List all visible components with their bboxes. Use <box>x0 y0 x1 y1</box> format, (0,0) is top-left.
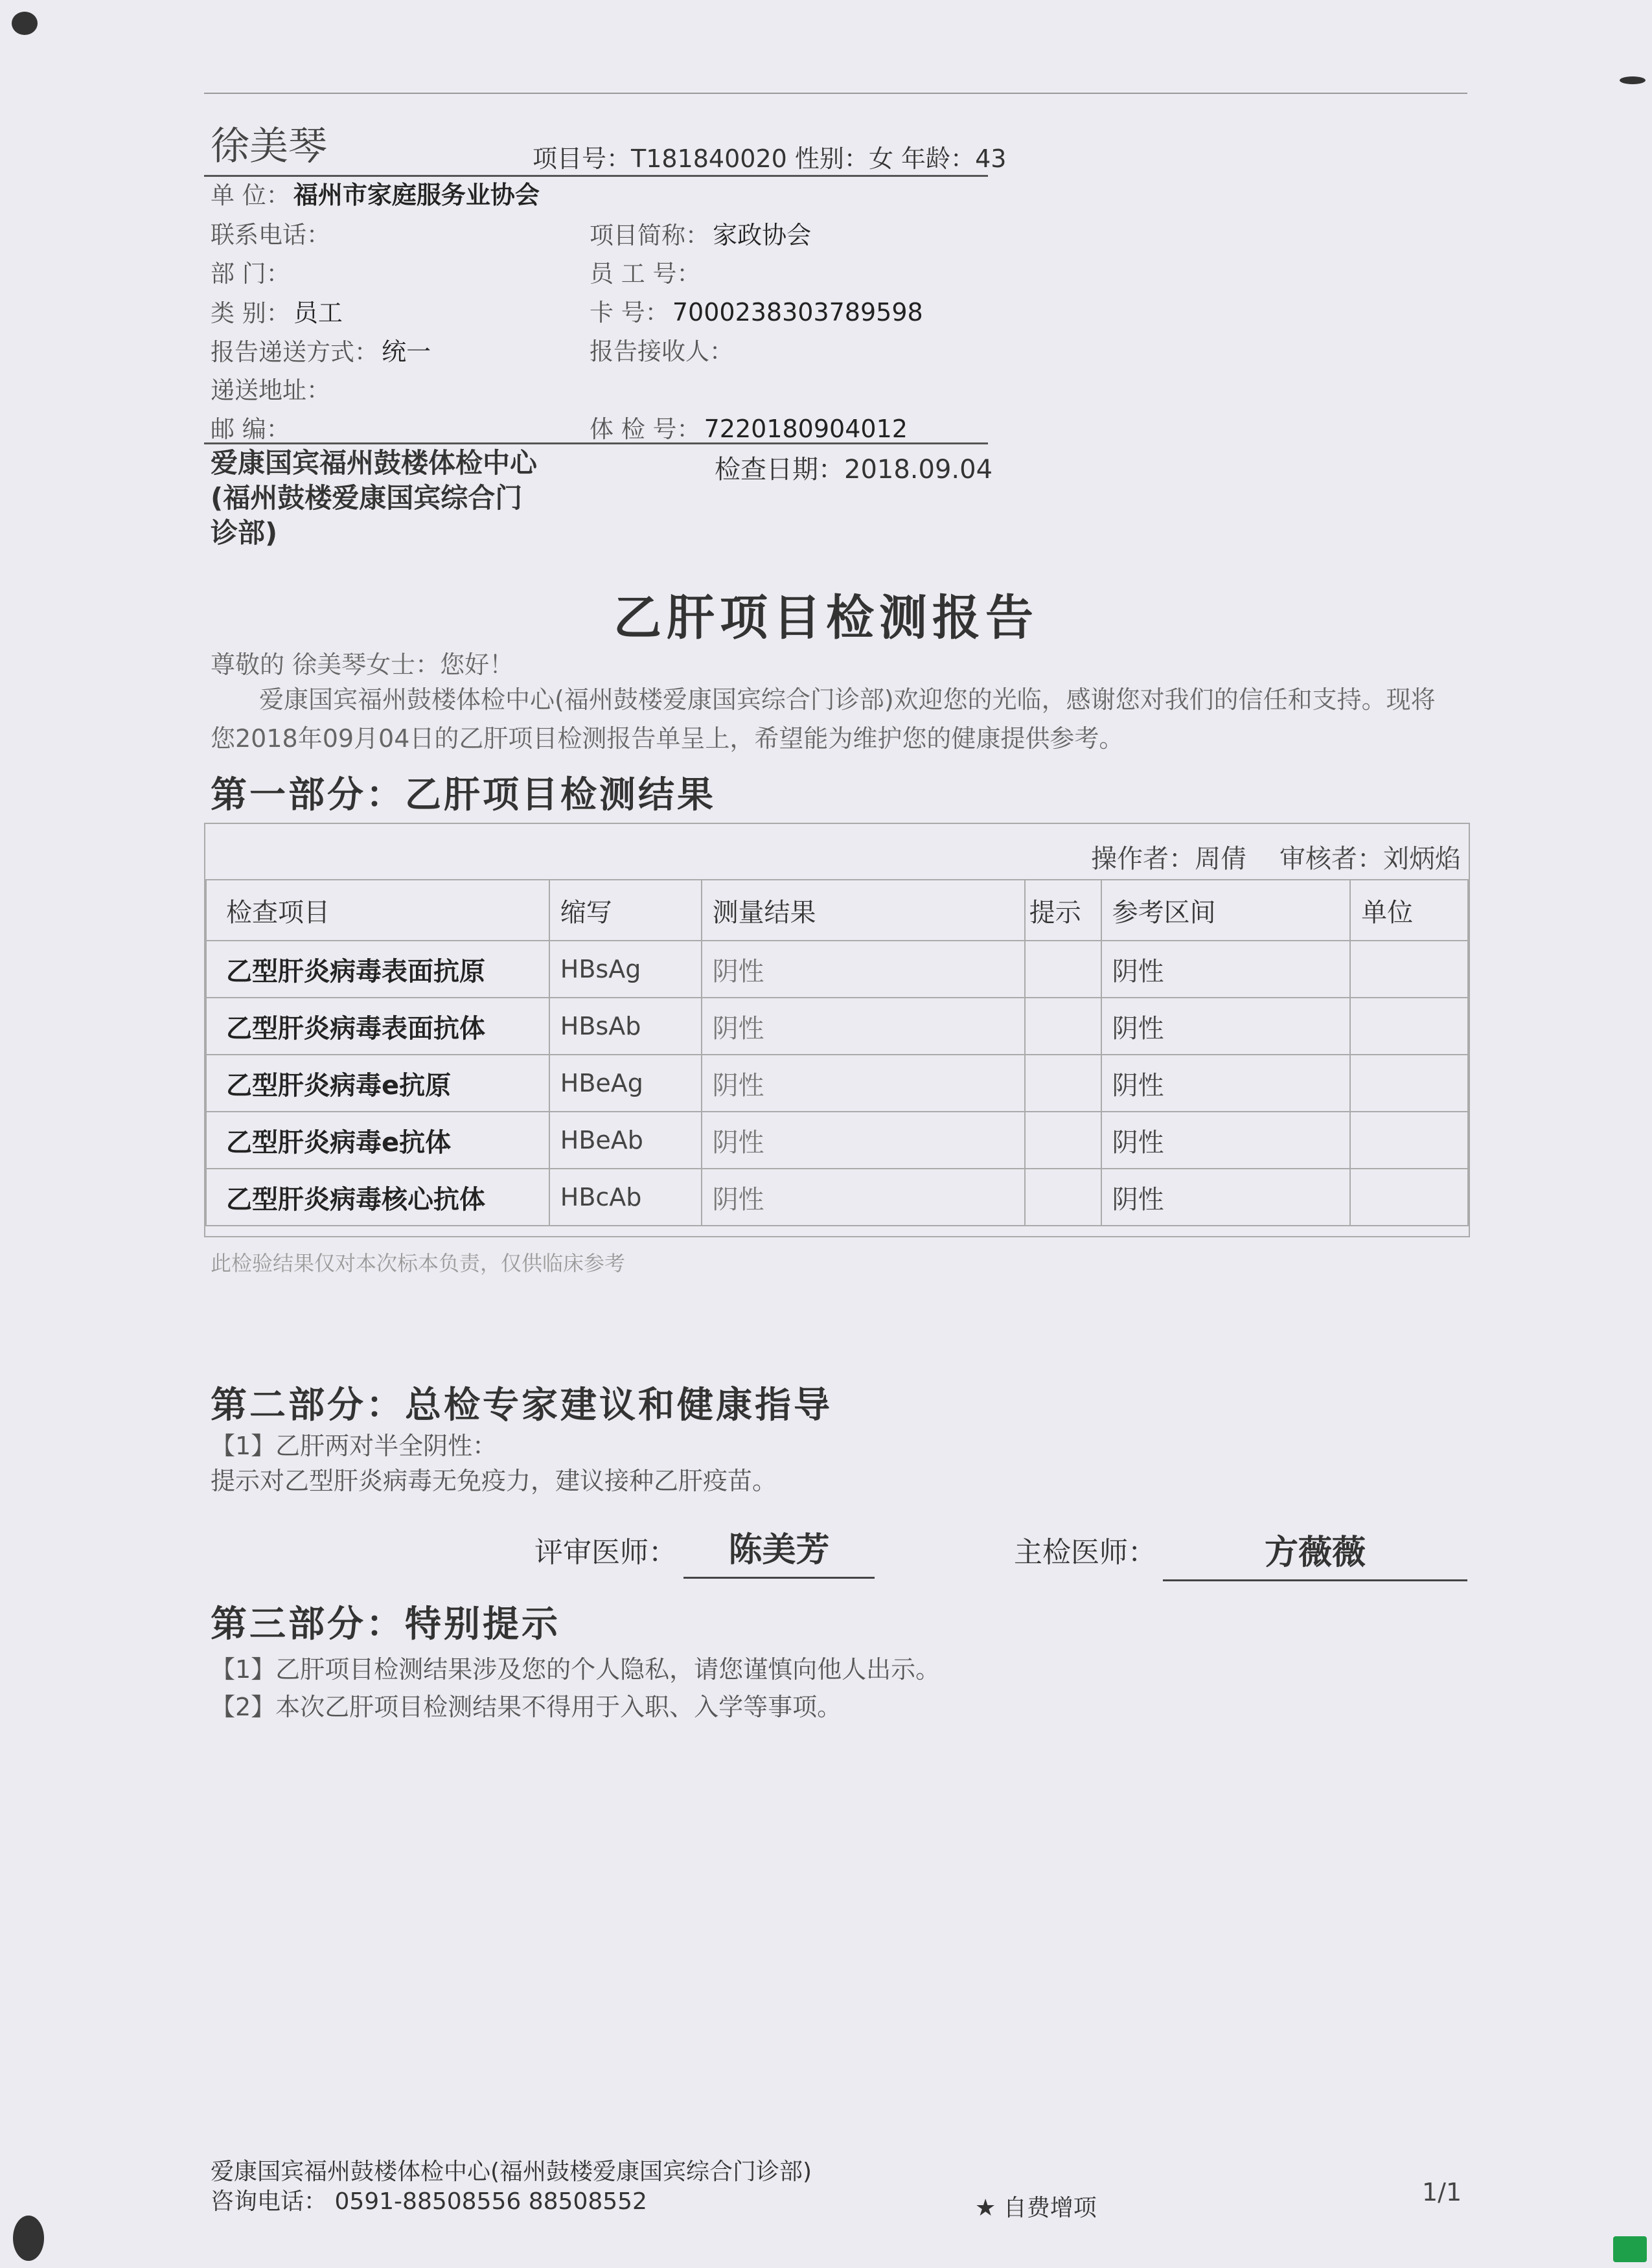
top-divider <box>204 93 1467 94</box>
chief-signature-label: 主检医师： <box>1014 1536 1156 1569</box>
table-row <box>206 1055 1468 1112</box>
exam-label: 体 检 号： <box>590 415 701 443</box>
dept-label: 部 门： <box>211 260 290 288</box>
row-hint <box>1025 1055 1101 1112</box>
row-abbr: HBeAb <box>549 1112 702 1169</box>
row-abbr: HBsAb <box>549 998 702 1055</box>
patient-name: 徐美琴 <box>211 124 327 169</box>
operator: 操作者：周倩 <box>1091 844 1247 874</box>
project-short-value: 家政协会 <box>713 221 812 249</box>
row-ref: 阴性 <box>1101 1112 1350 1169</box>
unit-value: 福州市家庭服务业协会 <box>293 181 540 209</box>
row-result: 阴性 <box>702 941 1025 998</box>
col-header-item: 检查项目 <box>206 880 549 941</box>
greeting: 尊敬的 徐美琴女士：您好！ <box>211 650 514 679</box>
result-note: 此检验结果仅对本次标本负责，仅供临床参考 <box>211 1251 626 1276</box>
delivery-label: 报告递送方式： <box>211 338 378 366</box>
results-table-box <box>204 823 1470 1237</box>
row-hint <box>1025 1112 1101 1169</box>
intro-paragraph: 爱康国宾福州鼓楼体检中心(福州鼓楼爱康国宾综合门诊部)欢迎您的光临，感谢您对我们的信任和支持。现将您2018年09月04日的乙肝项目检测报告单呈上，希望能为维护您的健康提供参考。 <box>211 685 1436 753</box>
row-abbr: HBsAg <box>549 941 702 998</box>
table-row <box>206 941 1468 998</box>
footer <box>211 2157 812 2217</box>
check-date-label: 检查日期： <box>715 455 844 485</box>
row-result: 阴性 <box>702 998 1025 1055</box>
scan-speck <box>12 12 38 35</box>
advice-line-1: 【1】乙肝两对半全阴性： <box>211 1432 498 1460</box>
row-unit <box>1350 1112 1468 1169</box>
org-line-1: 爱康国宾福州鼓楼体检中心 <box>211 447 538 479</box>
gender: 女 <box>868 144 893 173</box>
category-label: 类 别： <box>211 299 290 327</box>
row-item: 乙型肝炎病毒e抗体 <box>206 1112 549 1169</box>
results-table <box>205 879 1469 1226</box>
org-line-2: (福州鼓楼爱康国宾综合门 <box>211 482 523 514</box>
reviewer-signature-label: 评审医师： <box>534 1536 677 1569</box>
row-item: 乙型肝炎病毒核心抗体 <box>206 1169 549 1226</box>
category-value: 员工 <box>293 299 343 327</box>
row-unit <box>1350 998 1468 1055</box>
row-result: 阴性 <box>702 1055 1025 1112</box>
row-abbr: HBcAb <box>549 1169 702 1226</box>
gender-label: 性别： <box>794 144 869 173</box>
row-hint <box>1025 941 1101 998</box>
exam-value: 7220180904012 <box>704 415 908 443</box>
row-result: 阴性 <box>702 1169 1025 1226</box>
row-ref: 阴性 <box>1101 1055 1350 1112</box>
footer-org: 爱康国宾福州鼓楼体检中心(福州鼓楼爱康国宾综合门诊部) <box>211 2159 812 2185</box>
table-row <box>206 998 1468 1055</box>
header-rule-bottom <box>204 442 988 444</box>
row-result: 阴性 <box>702 1112 1025 1169</box>
row-unit <box>1350 1055 1468 1112</box>
col-header-unit: 单位 <box>1350 880 1468 941</box>
row-item: 乙型肝炎病毒e抗原 <box>206 1055 549 1112</box>
advice-block <box>211 1428 777 1498</box>
delivery-value: 统一 <box>382 338 431 366</box>
address-label: 递送地址： <box>211 376 330 404</box>
project-short-row <box>590 215 811 251</box>
org-block <box>211 446 537 551</box>
advice-line-2: 提示对乙型肝炎病毒无免疫力，建议接种乙肝疫苗。 <box>211 1467 777 1495</box>
card-row <box>590 293 923 328</box>
reviewer: 审核者：刘炳焰 <box>1279 844 1461 874</box>
row-ref: 阴性 <box>1101 941 1350 998</box>
card-value: 7000238303789598 <box>672 298 923 326</box>
row-unit <box>1350 1169 1468 1226</box>
age-label: 年龄： <box>901 144 976 173</box>
project-no: T181840020 <box>631 144 787 173</box>
receiver-label: 报告接收人： <box>590 338 733 365</box>
category-row <box>211 293 343 328</box>
col-header-abbr: 缩写 <box>549 880 702 941</box>
row-item: 乙型肝炎病毒表面抗原 <box>206 941 549 998</box>
project-label: 项目号： <box>533 144 632 173</box>
tip-2: 【2】本次乙肝项目检测结果不得用于入职、入学等事项。 <box>211 1693 842 1721</box>
table-row <box>206 1169 1468 1226</box>
unit-label: 单 位： <box>211 181 290 209</box>
part1-heading: 第一部分：乙肝项目检测结果 <box>211 773 716 816</box>
unit-row <box>211 175 540 211</box>
tips-block <box>211 1651 940 1726</box>
operators-line <box>1091 838 1469 875</box>
project-short-label: 项目简称： <box>590 222 709 249</box>
exam-row <box>590 409 908 444</box>
check-date-value: 2018.09.04 <box>844 455 993 485</box>
row-unit <box>1350 941 1468 998</box>
table-row <box>206 1112 1468 1169</box>
table-header-row <box>206 880 1468 941</box>
row-item: 乙型肝炎病毒表面抗体 <box>206 998 549 1055</box>
tip-1: 【1】乙肝项目检测结果涉及您的个人隐私，请您谨慎向他人出示。 <box>211 1655 941 1684</box>
patient-id-line <box>533 139 1006 174</box>
delivery-row <box>211 332 431 367</box>
staff-label: 员 工 号： <box>590 260 701 288</box>
card-label: 卡 号： <box>590 299 669 326</box>
page-number: 1/1 <box>1422 2178 1462 2206</box>
postcode-label: 邮 编： <box>211 415 290 443</box>
row-abbr: HBeAg <box>549 1055 702 1112</box>
row-ref: 阴性 <box>1101 1169 1350 1226</box>
part3-heading: 第三部分：特别提示 <box>211 1603 560 1645</box>
col-header-ref: 参考区间 <box>1101 880 1350 941</box>
chief-signature: 方薇薇 <box>1163 1526 1467 1581</box>
phone-label: 联系电话： <box>211 221 330 249</box>
reviewer-signature: 陈美芳 <box>683 1524 875 1579</box>
report-title: 乙肝项目检测报告 <box>614 590 1038 646</box>
org-line-3: 诊部) <box>211 517 278 549</box>
part2-heading: 第二部分：总检专家建议和健康指导 <box>211 1384 832 1426</box>
row-hint <box>1025 998 1101 1055</box>
self-paid-note: ★ 自费增项 <box>975 2195 1097 2221</box>
col-header-hint: 提示 <box>1025 880 1101 941</box>
scan-speck <box>13 2216 44 2261</box>
col-header-result: 测量结果 <box>702 880 1025 941</box>
check-date <box>715 449 992 486</box>
scan-speck <box>1620 76 1646 84</box>
corner-badge <box>1613 2236 1647 2262</box>
row-ref: 阴性 <box>1101 998 1350 1055</box>
footer-phone: 咨询电话： 0591-88508556 88508552 <box>211 2188 647 2215</box>
row-hint <box>1025 1169 1101 1226</box>
age: 43 <box>975 144 1007 173</box>
